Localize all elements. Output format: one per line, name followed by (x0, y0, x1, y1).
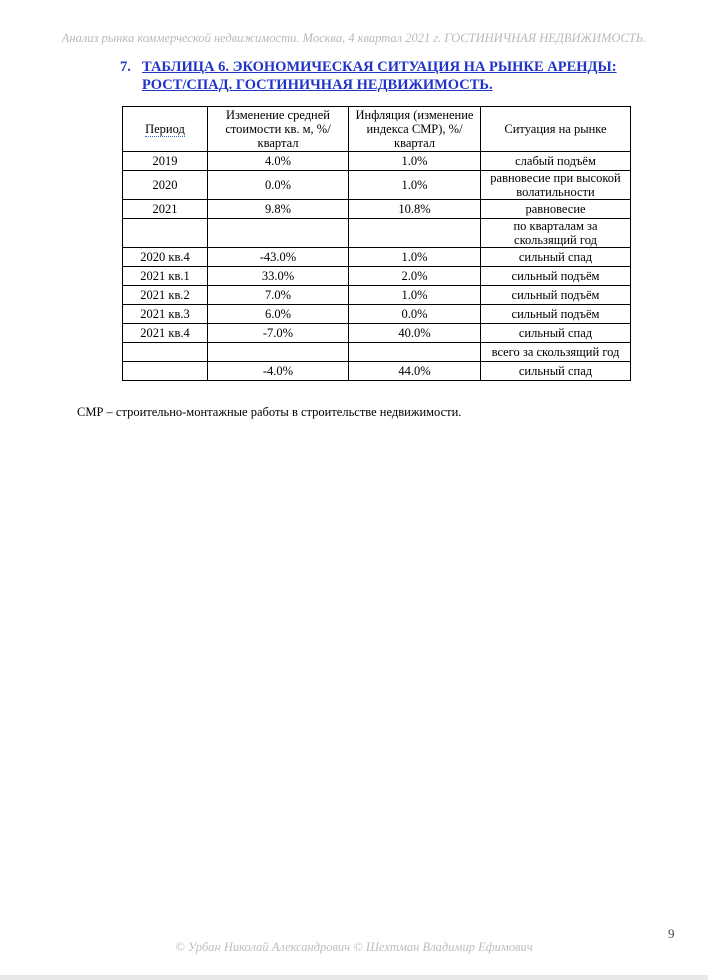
cell-situation: сильный спад (481, 324, 631, 343)
cell-price-change: 7.0% (208, 286, 349, 305)
table-row (123, 343, 631, 362)
cell-period: 2019 (123, 152, 208, 171)
cell-price-change (208, 219, 349, 248)
cell-price-change: 0.0% (208, 171, 349, 200)
market-situation-table (122, 106, 631, 381)
table-header-row (123, 107, 631, 152)
cell-inflation: 10.8% (349, 200, 481, 219)
footnote: СМР – строительно-монтажные работы в строительстве недвижимости. (77, 405, 462, 419)
cell-price-change: -7.0% (208, 324, 349, 343)
cell-situation: по кварталам за скользящий год (481, 219, 631, 248)
cell-price-change: 9.8% (208, 200, 349, 219)
cell-situation: сильный подъём (481, 286, 631, 305)
cell-period: 2021 кв.4 (123, 324, 208, 343)
table-row (123, 362, 631, 381)
cell-inflation: 2.0% (349, 267, 481, 286)
cell-period (123, 219, 208, 248)
cell-period: 2020 (123, 171, 208, 200)
cell-situation: равновесие при высокой волатильности (481, 171, 631, 200)
table-row (123, 248, 631, 267)
cell-period (123, 343, 208, 362)
page-number: 9 (668, 926, 675, 941)
cell-inflation: 0.0% (349, 305, 481, 324)
cell-inflation: 1.0% (349, 248, 481, 267)
table-row (123, 200, 631, 219)
cell-situation: слабый подъём (481, 152, 631, 171)
cell-situation: сильный подъём (481, 267, 631, 286)
column-header-period: Период (123, 107, 208, 152)
cell-situation: равновесие (481, 200, 631, 219)
cell-inflation: 1.0% (349, 286, 481, 305)
cell-inflation: 44.0% (349, 362, 481, 381)
cell-price-change: -43.0% (208, 248, 349, 267)
running-header: Анализ рынка коммерческой недвижимости. Москва, 4 квартал 2021 г. ГОСТИНИЧНАЯ НЕДВИЖИМОСТЬ. (61, 31, 647, 45)
section-title-line-1: ТАБЛИЦА 6. ЭКОНОМИЧЕСКАЯ СИТУАЦИЯ НА РЫНКЕ АРЕНДЫ: (142, 59, 617, 75)
cell-period (123, 362, 208, 381)
column-header-inflation: Инфляция (изменение индекса СМР), %/ квартал (349, 107, 481, 152)
cell-price-change (208, 343, 349, 362)
cell-period: 2021 кв.2 (123, 286, 208, 305)
section-number: 7. (120, 59, 131, 75)
cell-period: 2020 кв.4 (123, 248, 208, 267)
cell-period: 2021 кв.3 (123, 305, 208, 324)
cell-period: 2021 (123, 200, 208, 219)
cell-price-change: 33.0% (208, 267, 349, 286)
cell-inflation (349, 219, 481, 248)
table-row (123, 267, 631, 286)
table-row (123, 171, 631, 200)
column-header-market-situation: Ситуация на рынке (481, 107, 631, 152)
cell-period: 2021 кв.1 (123, 267, 208, 286)
column-header-price-change: Изменение средней стоимости кв. м, %/квартал (208, 107, 349, 152)
table-row (123, 305, 631, 324)
cell-inflation: 40.0% (349, 324, 481, 343)
cell-price-change: -4.0% (208, 362, 349, 381)
cell-inflation: 1.0% (349, 152, 481, 171)
cell-price-change: 4.0% (208, 152, 349, 171)
table-row (123, 219, 631, 248)
cell-inflation (349, 343, 481, 362)
running-footer: © Урбан Николай Александрович © Шехтман Владимир Ефимович (175, 940, 533, 954)
cell-situation: сильный спад (481, 248, 631, 267)
cell-price-change: 6.0% (208, 305, 349, 324)
section-title-line-2: РОСТ/СПАД. ГОСТИНИЧНАЯ НЕДВИЖИМОСТЬ. (142, 77, 493, 93)
page-bottom-edge (0, 975, 708, 980)
table-row (123, 152, 631, 171)
cell-situation: сильный спад (481, 362, 631, 381)
table-row (123, 324, 631, 343)
cell-situation: всего за скользящий год (481, 343, 631, 362)
cell-situation: сильный подъём (481, 305, 631, 324)
table-row (123, 286, 631, 305)
cell-inflation: 1.0% (349, 171, 481, 200)
